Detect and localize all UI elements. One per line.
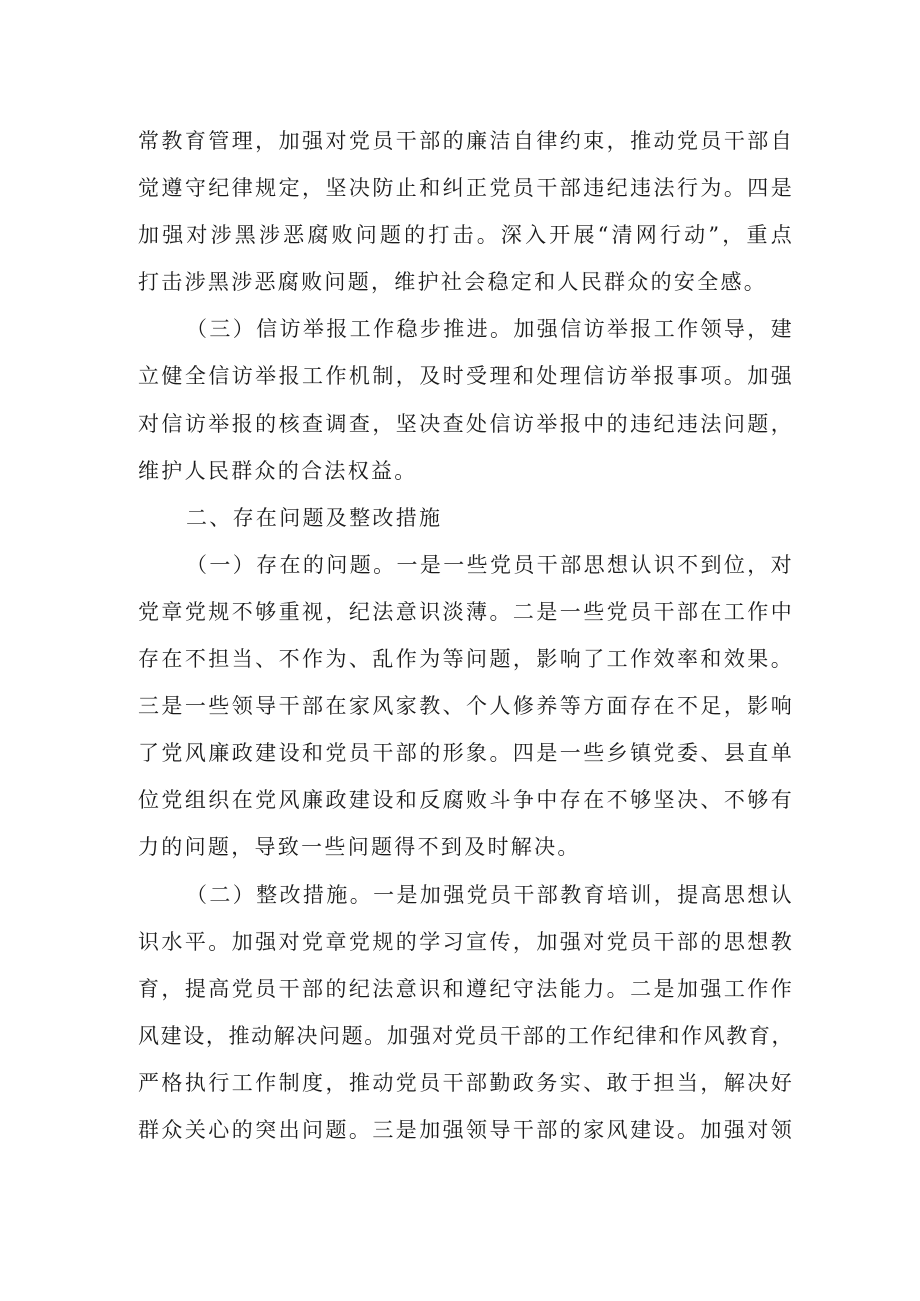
text-line: 加强对涉黑涉恶腐败问题的打击。深入开展“清网行动”，重点	[138, 223, 794, 248]
text-line: （一）存在的问题。一是一些党员干部思想认识不到位，对	[186, 552, 794, 577]
text-line: 位党组织在党风廉政建设和反腐败斗争中存在不够坚决、不够有	[138, 788, 794, 813]
text-line: 存在不担当、不作为、乱作为等问题，影响了工作效率和效果。	[138, 647, 794, 672]
text-line: 识水平。加强对党章党规的学习宣传，加强对党员干部的思想教	[138, 929, 794, 954]
text-line: 严格执行工作制度，推动党员干部勤政务实、敢于担当，解决好	[138, 1070, 794, 1095]
paragraph-petition-reporting	[138, 306, 794, 494]
text-line: 常教育管理，加强对党员干部的廉洁自律约束，推动党员干部自	[138, 129, 794, 153]
text-line: 群众关心的突出问题。三是加强领导干部的家风建设。加强对领	[138, 1117, 794, 1142]
paragraph-education-management	[138, 118, 794, 306]
paragraph-existing-problems	[138, 542, 794, 872]
section-heading-problems-and-rectification	[138, 495, 794, 542]
text-line: 风建设，推动解决问题。加强对党员干部的工作纪律和作风教育，	[138, 1023, 794, 1048]
text-line: 立健全信访举报工作机制，及时受理和处理信访举报事项。加强	[138, 364, 794, 389]
text-line: 党章党规不够重视，纪法意识淡薄。二是一些党员干部在工作中	[138, 599, 794, 624]
text-line: （三）信访举报工作稳步推进。加强信访举报工作领导，建	[186, 317, 794, 342]
text-line: 对信访举报的核查调查，坚决查处信访举报中的违纪违法问题，	[138, 411, 794, 436]
text-line: （二）整改措施。一是加强党员干部教育培训，提高思想认	[186, 882, 794, 907]
paragraph-rectification-measures	[138, 872, 794, 1155]
text-line: 打击涉黑涉恶腐败问题，维护社会稳定和人民群众的安全感。	[138, 270, 768, 295]
text-line: 力的问题，导致一些问题得不到及时解决。	[138, 835, 581, 860]
text-line: 了党风廉政建设和党员干部的形象。四是一些乡镇党委、县直单	[138, 741, 794, 766]
text-line: 三是一些领导干部在家风家教、个人修养等方面存在不足，影响	[138, 694, 794, 719]
text-line: 维护人民群众的合法权益。	[138, 458, 418, 483]
section-heading: 二、存在问题及整改措施	[186, 505, 443, 530]
document-body	[138, 118, 794, 1154]
text-line: 觉遵守纪律规定，坚决防止和纠正党员干部违纪违法行为。四是	[138, 176, 794, 201]
text-line: 育，提高党员干部的纪法意识和遵纪守法能力。二是加强工作作	[138, 976, 794, 1001]
